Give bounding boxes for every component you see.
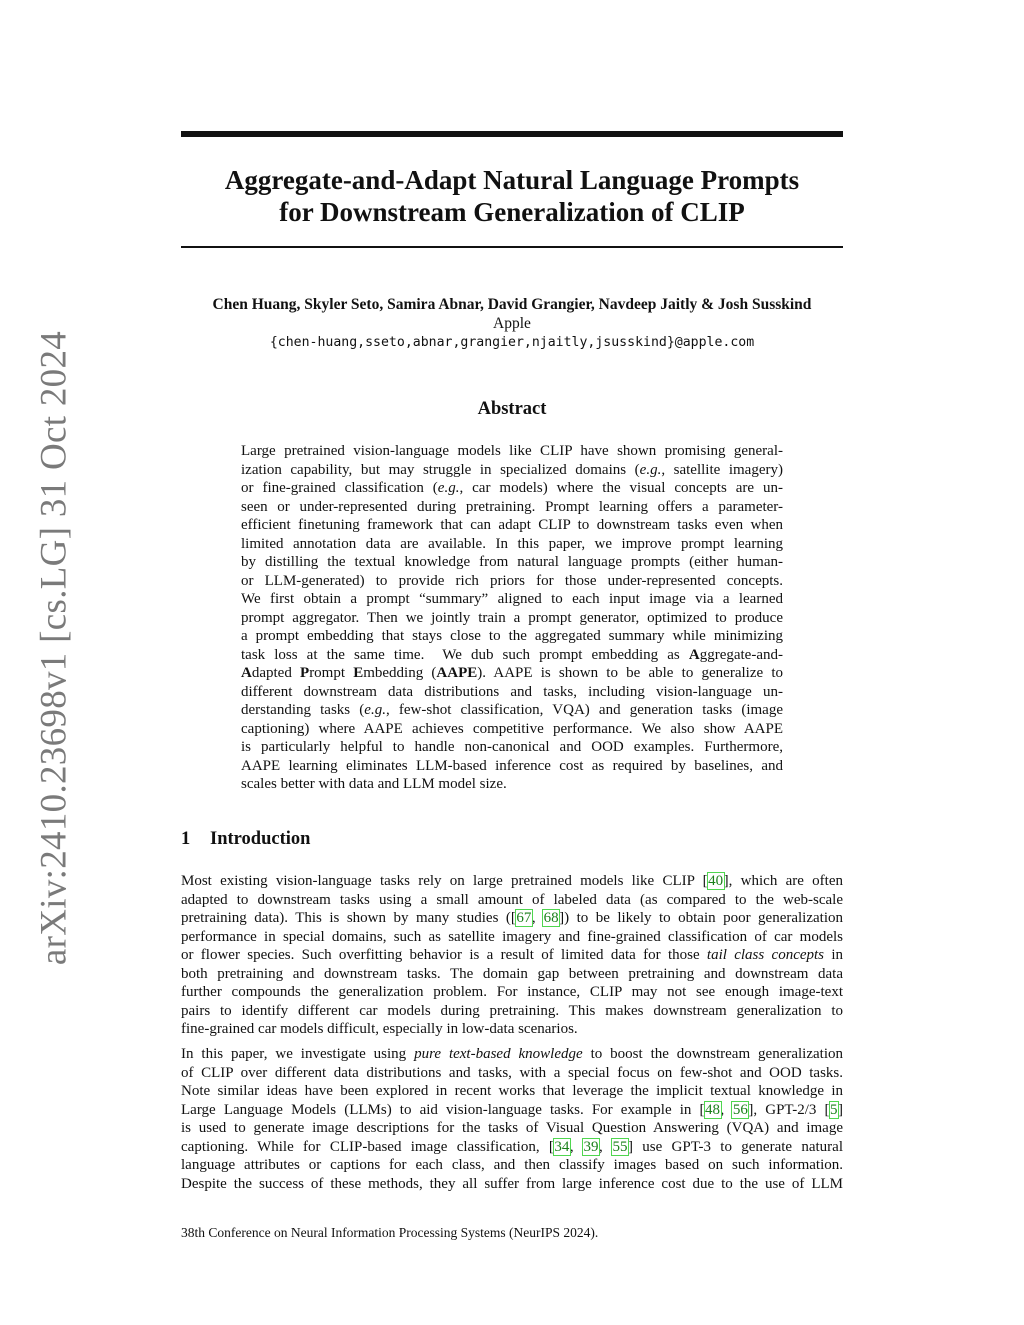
abstract-line: efficient finetuning framework that can adapt CLIP to downstream tasks even when bbox=[241, 517, 783, 533]
citation-link[interactable]: 40 bbox=[708, 873, 724, 889]
abstract-line: Adapted Prompt Embedding (AAPE). AAPE is shown to be able to generalize to bbox=[241, 665, 783, 681]
abstract-line: task loss at the same time. We dub such prompt embedding as Aggregate-and- bbox=[241, 646, 783, 663]
body-line: of CLIP over different data distributions and tasks, with a special focus on few-shot and OOD tasks. bbox=[181, 1064, 843, 1081]
citation-link[interactable]: 39 bbox=[583, 1138, 599, 1155]
title-line: Aggregate-and-Adapt Natural Language Prompts bbox=[224, 165, 800, 195]
abstract-line: by distilling the textual knowledge from natural language prompts (either human- bbox=[241, 554, 783, 570]
title-line: for Downstream Generalization of CLIP bbox=[279, 197, 745, 227]
abstract-body bbox=[241, 442, 783, 794]
section-heading-introduction bbox=[181, 828, 310, 850]
body-line: Despite the success of these methods, they all suffer from large inference cost due to the use of LLM bbox=[181, 1175, 843, 1192]
body-line: Large Language Models (LLMs) to aid vision-language tasks. For example in [48, 56], GPT-2/3 [5] bbox=[181, 1101, 843, 1118]
abstract-line: seen or under-represented during pretraining. Prompt learning offers a parameter- bbox=[241, 498, 783, 515]
abstract-line: scales better with data and LLM model size. bbox=[241, 776, 507, 792]
body-line: both pretraining and downstream tasks. The domain gap between pretraining and downstream data bbox=[181, 965, 843, 982]
body-line: fine-grained car models difficult, especially in low-data scenarios. bbox=[181, 1021, 578, 1037]
body-line: pairs to identify different car models during pretraining. This makes downstream generalization to bbox=[181, 1002, 843, 1019]
body-line: pretraining data). This is shown by many studies ([67, 68]) to be likely to obtain poor generalization bbox=[181, 910, 844, 926]
citation-link[interactable]: 68 bbox=[543, 910, 559, 926]
abstract-line: or LLM-generated) to provide rich priors for those under-represented concepts. bbox=[241, 572, 783, 589]
abstract-line: AAPE learning eliminates LLM-based inference cost as required by baselines, and bbox=[241, 757, 783, 774]
citation-link[interactable]: 56 bbox=[732, 1101, 748, 1118]
arxiv-identifier: arXiv:2410.23698v1 [cs.LG] 31 Oct 2024 bbox=[33, 330, 75, 966]
citation-link[interactable]: 34 bbox=[554, 1138, 570, 1155]
author-list: Chen Huang, Skyler Seto, Samira Abnar, David Grangier, Navdeep Jaitly & Josh Susskind bbox=[212, 296, 812, 313]
abstract-heading: Abstract bbox=[477, 399, 547, 419]
abstract-line: limited annotation data are available. In this paper, we improve prompt learning bbox=[241, 535, 783, 552]
body-line: Most existing vision-language tasks rely on large pretrained models like CLIP [40], which are often bbox=[181, 873, 843, 889]
body-line: is used to generate image descriptions for the tasks of Visual Question Answering (VQA) and image bbox=[181, 1120, 843, 1136]
body-line: Note similar ideas have been explored in recent works that leverage the implicit textual knowledge in bbox=[181, 1083, 843, 1099]
abstract-line: prompt aggregator. Then we jointly train a prompt generator, optimized to produce bbox=[241, 609, 783, 626]
body-line: language attributes or captions for each class, and then classify images based on such information. bbox=[181, 1157, 843, 1173]
abstract-line: derstanding tasks (e.g., few-shot classification, VQA) and generation tasks (image bbox=[241, 702, 784, 718]
body-line: In this paper, we investigate using pure text-based knowledge to boost the downstream generalization bbox=[181, 1046, 843, 1062]
conference-footnote: 38th Conference on Neural Information Processing Systems (NeurIPS 2024). bbox=[181, 1225, 599, 1240]
intro-paragraph-2 bbox=[181, 1045, 843, 1193]
abstract-line: ization capability, but may struggle in specialized domains (e.g., satellite imagery) bbox=[241, 461, 783, 478]
author-emails: {chen-huang,sseto,abnar,grangier,njaitly,jsusskind}@apple.com bbox=[269, 335, 755, 350]
abstract-line: or fine-grained classification (e.g., car models) where the visual concepts are un- bbox=[241, 480, 784, 496]
abstract-line: We first obtain a prompt “summary” aligned to each input image via a learned bbox=[241, 591, 783, 607]
citation-link[interactable]: 67 bbox=[516, 910, 532, 926]
body-line: adapted to downstream tasks using a small amount of labeled data (as compared to the web-scale bbox=[181, 891, 843, 908]
body-line: captioning. While for CLIP-based image classification, [34, 39, 55] use GPT-3 to generate natural bbox=[181, 1138, 844, 1155]
paper-title bbox=[181, 164, 843, 228]
abstract-line: a prompt embedding that stays close to the aggregated summary while minimizing bbox=[241, 628, 783, 644]
intro-paragraph-1 bbox=[181, 872, 843, 1039]
abstract-line: is particularly helpful to handle non-canonical and OOD examples. Furthermore, bbox=[241, 739, 783, 755]
body-line: further compounds the generalization problem. For instance, CLIP may not see enough image-text bbox=[181, 984, 843, 1000]
title-bottom-rule bbox=[181, 246, 843, 248]
abstract-line: captioning) where AAPE achieves competitive performance. We also show AAPE bbox=[241, 720, 783, 737]
citation-link[interactable]: 48 bbox=[705, 1101, 721, 1118]
affiliation: Apple bbox=[493, 315, 531, 332]
body-line: or flower species. Such overfitting behavior is a result of limited data for those tail class concepts in bbox=[181, 947, 844, 963]
section-number: 1 bbox=[181, 829, 191, 849]
section-title: Introduction bbox=[210, 829, 311, 849]
title-top-rule bbox=[181, 131, 843, 137]
body-line: performance in special domains, such as satellite imagery and fine-grained classification of car models bbox=[181, 928, 843, 945]
citation-link[interactable]: 55 bbox=[612, 1138, 628, 1155]
abstract-line: Large pretrained vision-language models like CLIP have shown promising general- bbox=[241, 443, 783, 459]
abstract-line: different downstream data distributions and tasks, including vision-language un- bbox=[241, 683, 783, 700]
citation-link[interactable]: 5 bbox=[830, 1101, 838, 1118]
